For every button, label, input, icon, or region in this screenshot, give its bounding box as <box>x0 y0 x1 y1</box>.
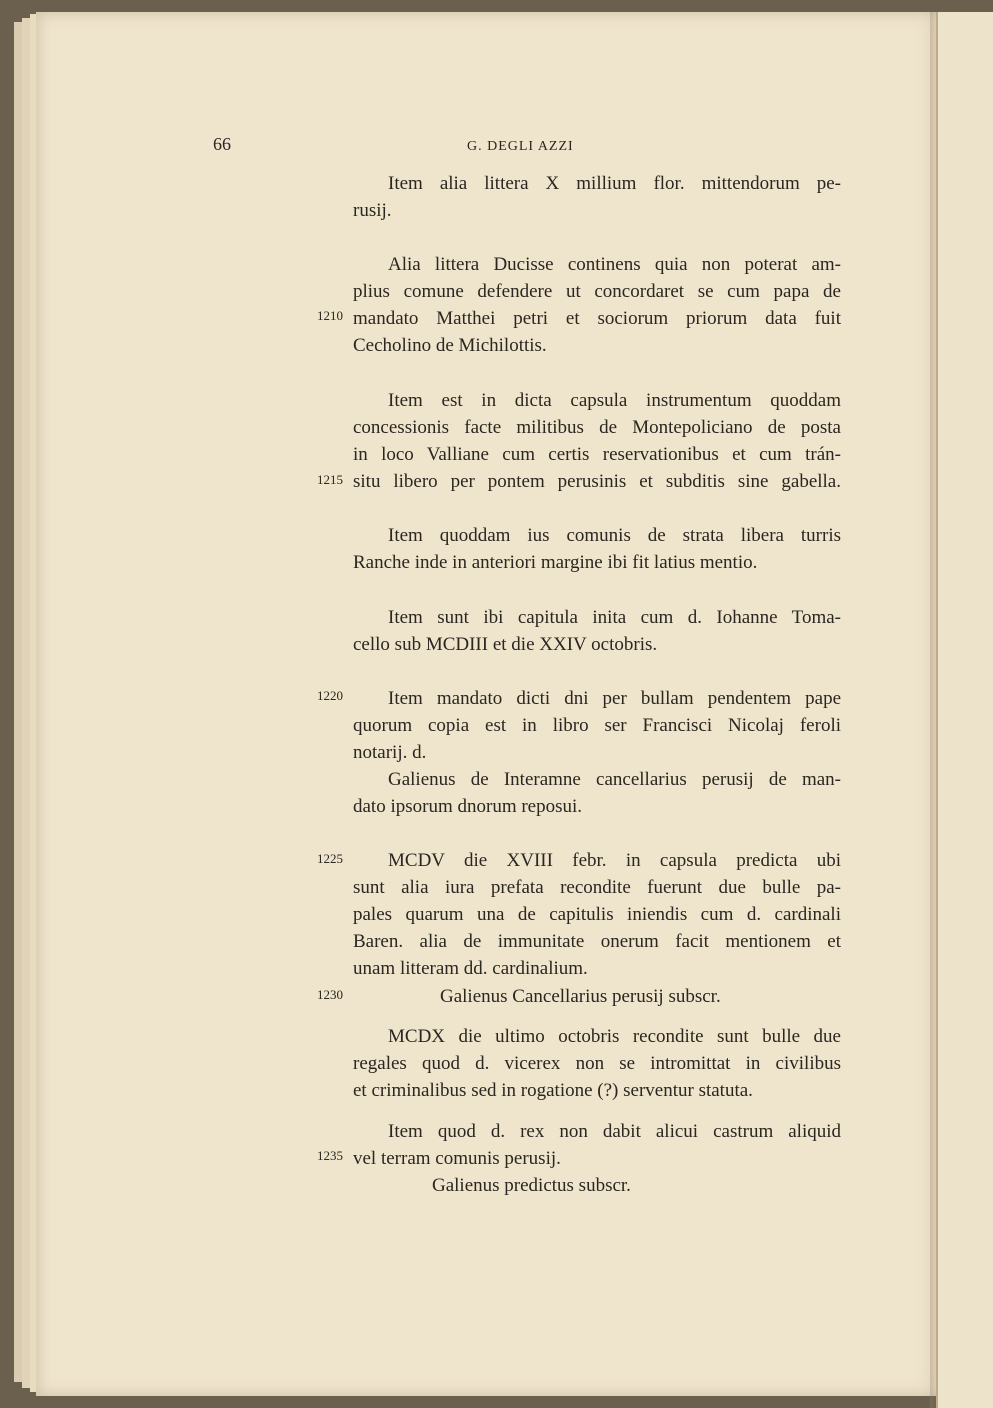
page-fold-shadow <box>930 12 938 1408</box>
text-line: rusij. <box>353 200 392 221</box>
line-number: 1235 <box>317 1148 343 1163</box>
signature-line: Galienus Cancellarius perusij subscr. <box>440 986 721 1007</box>
page-number: 66 <box>213 134 231 154</box>
text-line: mandato Matthei petri et sociorum priorum data fuit <box>353 308 841 329</box>
adjacent-page-edge <box>936 12 993 1408</box>
text-line: quorum copia est in libro ser Francisci Nicolaj feroli <box>353 715 841 736</box>
text-line: Item quoddam ius comunis de strata libera turris <box>388 525 841 546</box>
text-line: MCDV die XVIII febr. in capsula predicta ubi <box>388 850 841 871</box>
text-line: regales quod d. vicerex non se intromittat in civilibus <box>353 1053 841 1074</box>
text-line: Item mandato dicti dni per bullam pendentem pape <box>388 688 841 709</box>
text-line: vel terram comunis perusij. <box>353 1148 561 1169</box>
line-number: 1215 <box>317 472 343 487</box>
text-line: Cecholino de Michilottis. <box>353 335 547 356</box>
text-line: Ranche inde in anteriori margine ibi fit latius mentio. <box>353 552 758 573</box>
text-line: unam litteram dd. cardinalium. <box>353 958 588 979</box>
text-line: Item sunt ibi capitula inita cum d. Iohanne Toma- <box>388 607 841 628</box>
text-line: Item est in dicta capsula instrumentum quoddam <box>388 390 841 411</box>
text-line: et criminalibus sed in rogatione (?) serventur statuta. <box>353 1080 753 1101</box>
line-number: 1210 <box>317 308 343 323</box>
text-line: dato ipsorum dnorum reposui. <box>353 796 583 817</box>
running-head: G. DEGLI AZZI <box>467 139 574 154</box>
text-line: Alia littera Ducisse continens quia non poterat am- <box>388 254 841 275</box>
text-line: Item quod d. rex non dabit alicui castrum aliquid <box>388 1121 841 1142</box>
text-line: pales quarum una de capitulis iniendis cum d. cardinali <box>353 904 841 925</box>
signature-line: Galienus predictus subscr. <box>432 1175 631 1196</box>
text-line: situ libero per pontem perusinis et subditis sine gabella. <box>353 471 841 492</box>
text-line: cello sub MCDIII et die XXIV octobris. <box>353 634 658 655</box>
text-line: in loco Valliane cum certis reservationibus et cum trán- <box>353 444 841 465</box>
line-number: 1220 <box>317 688 343 703</box>
text-line: Baren. alia de immunitate onerum facit mentionem et <box>353 931 841 952</box>
text-line: concessionis facte militibus de Montepoliciano de posta <box>353 417 841 438</box>
line-number: 1225 <box>317 851 343 866</box>
line-number: 1230 <box>317 987 343 1002</box>
text-line: Galienus de Interamne cancellarius perusij de man- <box>388 769 841 790</box>
text-line: MCDX die ultimo octobris recondite sunt bulle due <box>388 1026 841 1047</box>
text-line: sunt alia iura prefata recondite fuerunt due bulle pa- <box>353 877 841 898</box>
text-line: notarij. d. <box>353 742 427 763</box>
text-line: Item alia littera X millium flor. mittendorum pe- <box>388 173 841 194</box>
text-line: plius comune defendere ut concordaret se cum papa de <box>353 281 841 302</box>
